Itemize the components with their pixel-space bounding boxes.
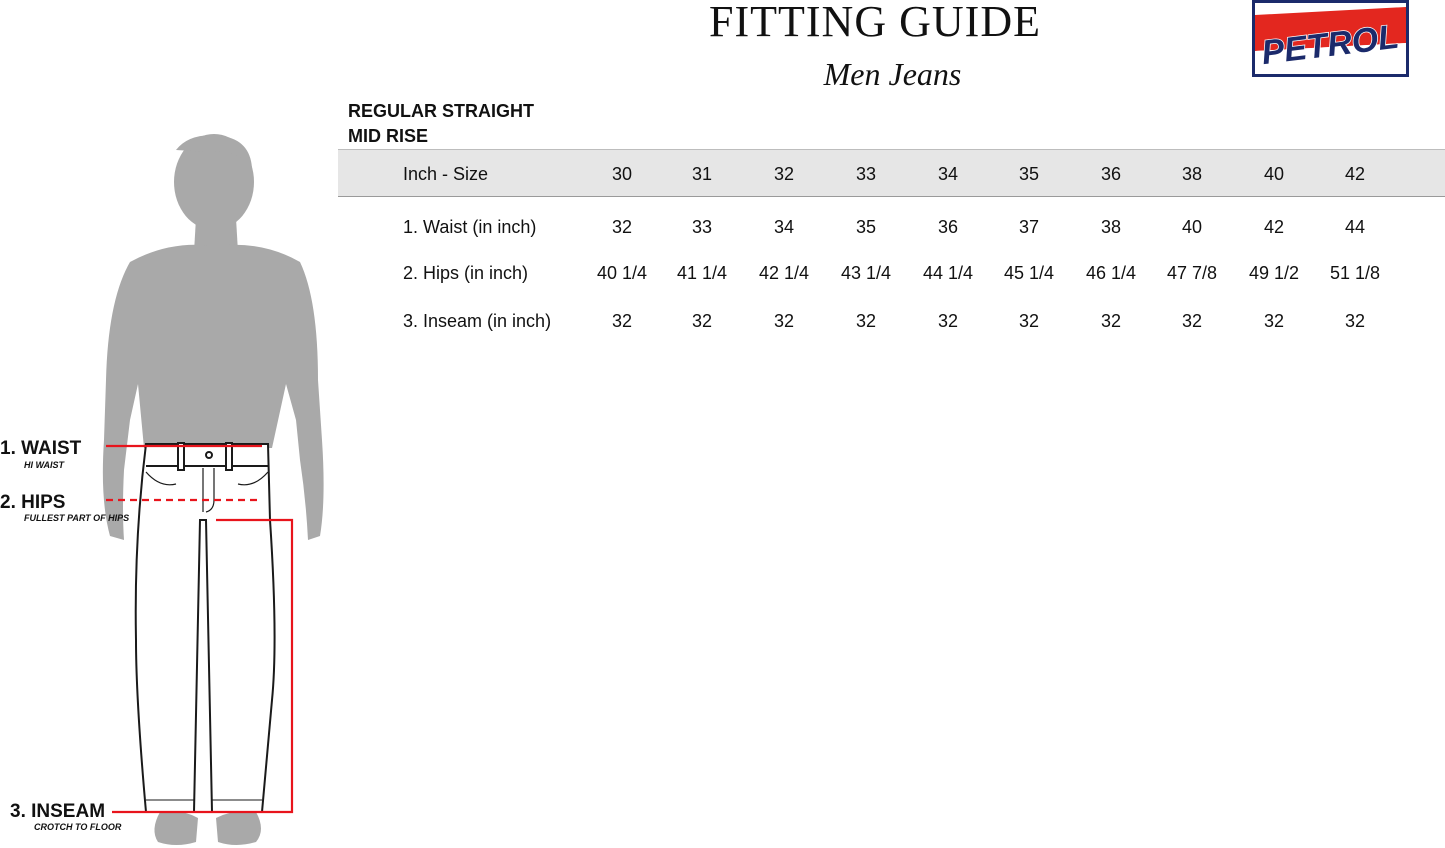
logo-wordmark: PETROL [1259,17,1401,73]
table-cell: 42 [1344,164,1366,184]
table-cell: 32 [1263,311,1285,331]
table-cell: 42 1/4 [758,263,810,283]
table-cell: 40 1/4 [596,263,648,283]
table-cell: 44 1/4 [922,263,974,283]
row-label: 1. Waist (in inch) [403,217,537,237]
table-cell: 32 [773,311,795,331]
table-cell: 36 [1100,164,1122,184]
fit-description [348,99,534,149]
table-cell: 32 [691,311,713,331]
table-cell: 44 [1344,217,1366,237]
table-cell: 35 [855,217,877,237]
table-cell: 32 [1100,311,1122,331]
row-label: Inch - Size [403,164,489,184]
petrol-logo [1252,0,1409,77]
size-header-row [338,159,1445,189]
table-cell: 32 [1344,311,1366,331]
table-cell: 32 [1018,311,1040,331]
inseam-note: CROTCH TO FLOOR [34,822,122,832]
table-cell: 45 1/4 [1003,263,1055,283]
table-cell: 33 [691,217,713,237]
fit-figure [0,0,340,848]
table-cell: 47 7/8 [1166,263,1218,283]
table-cell: 41 1/4 [676,263,728,283]
table-cell: 32 [937,311,959,331]
table-cell: 42 [1263,217,1285,237]
hips-note: FULLEST PART OF HIPS [24,513,130,523]
row-label: 3. Inseam (in inch) [403,311,552,331]
table-cell: 46 1/4 [1085,263,1137,283]
table-cell: 37 [1018,217,1040,237]
table-row [338,212,1445,242]
table-cell: 36 [937,217,959,237]
table-cell: 38 [1100,217,1122,237]
fit-rise: MID RISE [348,126,429,146]
table-cell: 31 [691,164,713,184]
table-cell: 38 [1181,164,1203,184]
table-cell: 32 [1181,311,1203,331]
table-cell: 43 1/4 [840,263,892,283]
table-cell: 35 [1018,164,1040,184]
table-cell: 33 [855,164,877,184]
inseam-label: 3. INSEAM [10,801,106,822]
table-cell: 34 [773,217,795,237]
table-cell: 32 [855,311,877,331]
table-cell: 32 [611,217,633,237]
table-cell: 32 [773,164,795,184]
row-label: 2. Hips (in inch) [403,263,529,283]
page-title: FITTING GUIDE [709,0,1041,46]
table-row [338,306,1445,336]
table-cell: 30 [611,164,633,184]
table-cell: 40 [1181,217,1203,237]
table-cell: 49 1/2 [1248,263,1300,283]
fit-style: REGULAR STRAIGHT [348,101,534,121]
table-row [338,258,1445,288]
waist-note: HI WAIST [24,460,64,470]
table-cell: 32 [611,311,633,331]
table-cell: 40 [1263,164,1285,184]
table-cell: 51 1/8 [1329,263,1381,283]
waist-label: 1. WAIST [0,438,82,459]
table-cell: 34 [937,164,959,184]
page-subtitle: Men Jeans [823,56,962,92]
jeans-outline-icon [136,443,275,812]
hips-label: 2. HIPS [0,492,66,513]
